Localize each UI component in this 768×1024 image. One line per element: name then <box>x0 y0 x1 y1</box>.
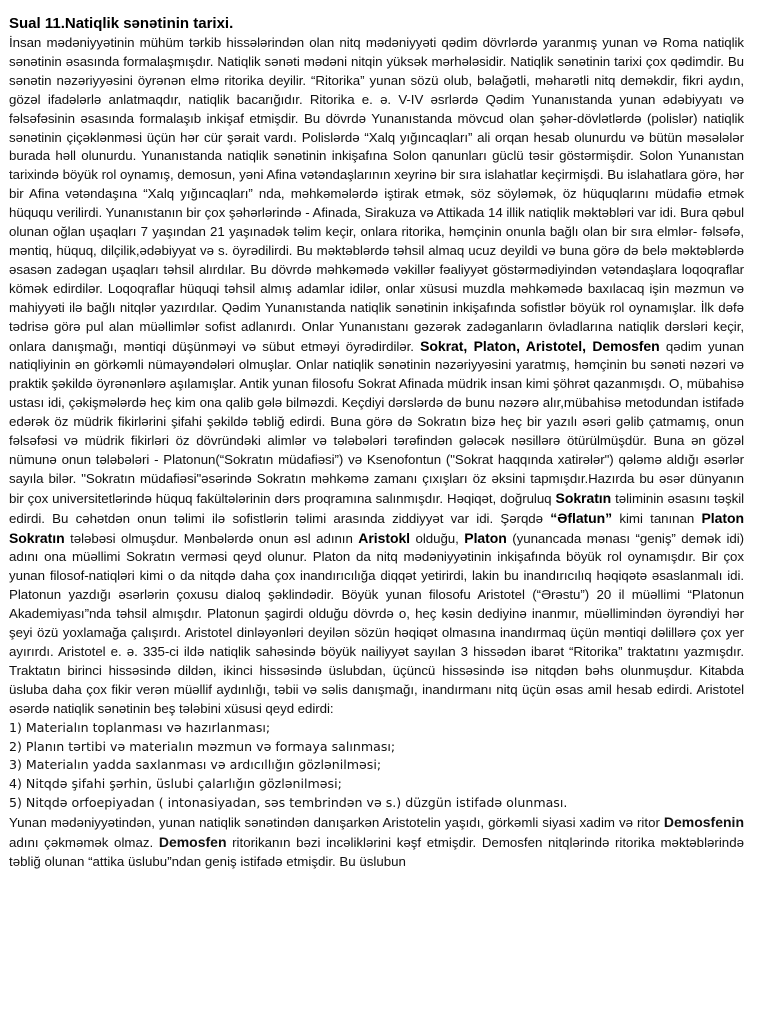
main-paragraph <box>9 34 744 719</box>
text-run: olduğu, <box>410 530 465 546</box>
list-item: 1) Materialın toplanması və hazırlanması; <box>9 719 271 735</box>
text-run: təliminin əsasını təşkil edirdi. Bu cəhətdən onun təlimi ilə sofistlərin təlimi arasında ziddiyyət var idi. Şərqdə <box>9 490 745 526</box>
text-run: qədim yunan natiqliyinin ən görkəmli nümayəndələri olmuşlar. Onlar natiqlik sənətinin nəzəriyyəsini yaratmış, həmçinin bu sənəti nəzəri və praktik şəkildə öyrənənlərə aşılamışlar. Antik yunan filosofu Sokrat Afinada müdrik insan kimi şöhrət qazanmışdı. O, mübahisə ustası idi, çəkişmələrdə heç kim ona qalib gələ bilməzdi. Keçdiyi dərslərdə də bunu nəzərə alır,mübahisə metodundan istifadə edərək öz müdrik fikirlərini şifahi şəkildə təbliğ edirdi. Buna görə də Sokratın bizə heç bir yazılı əsəri gəlib çatmamış, onun fəlsəfəsi və müdrik fikirləri öz dövründəki alimlər və tələbələri tərəfindən gələcək nəsillərə ötürülmüşdür. Buna ən gözəl nümunə onun tələbələri - Platonun(“Sokratın müdafiəsi”) və Ksenofontun ("Sokrat haqqında xatirələr") qələmə aldığı əsərlər sayıla bilər. "Sokratın müdafiəsi"əsərində Sokratın məhkəmə zamanı çıxışları öz əksini tapmışdır.Hazırda bu əsər dünyanın bir çox universitetlərində hüquq fakültələrinin dərs proqramına salınmışdır. Həqiqət, doğruluq <box>9 338 745 506</box>
bold-name-eflatun: “Əflatun” <box>550 509 613 526</box>
list-item: 3) Materialın yadda saxlanması və ardıcıllığın gözlənilməsi; <box>9 757 382 773</box>
text-run: ritorikanın bəzi incəliklərini kəşf etmişdir. Demosfen nitqlərində ritorika məktəblərində təbliğ olunan “attika üslubu”ndan geniş istifadə etmişdir. Bu üslubun <box>9 835 744 869</box>
text-run: kimi tanınan <box>612 510 702 526</box>
bold-name-platon-sokrat: Platon Sokratın <box>9 509 744 546</box>
text-run: tələbəsi olmuşdur. Mənbələrdə onun əsl adının <box>64 530 359 546</box>
text-run: adını çəkməmək olmaz. <box>9 835 159 851</box>
bold-name-platon: Platon <box>464 529 507 546</box>
requirements-list <box>9 719 744 814</box>
text-run: (yunancada mənası “geniş” demək idi) adını ona müəllimi Sokratın verməsi qeyd olunur. Platon da nitq mədəniyyətinin inkişafında böyük rol oynamışdır. Bir çox yunan filosof-natiqləri kimi o da nitqdə daha çox inandırıcılığa diqqət yetirirdi, lakin bu inandırıcılıq həqiqətə əsaslanmalı idi. Platonun yazdığı əsərlərin çoxusu dialoq şəklindədir. Böyük yunan filosofu Aristotel (“Ərəstu”) 20 il müəllimi “Platonun Akademiyası”nda təhsil almışdır. Platonun şagirdi olduğu dövrdə o, heç kəsin dediyinə inanmır, müəllimindən öyrəndiyi hər şeyi özü yoxlamağa çalışırdı. Aristotel dinləyənləri deyilən sözün həqiqət olmasına inandırmaq üçün məntiqi dəlillərə çox yer ayırırdı. Aristotel e. ə. 335-ci ildə natiqlik sahəsində böyük nailiyyət sayılan 3 hissədən ibarət “Ritorika” traktatını yazmışdır. Traktatın birinci hissəsində dildən, ikinci hissəsində üslubdan, üçüncü hissəsində isə nitqdən bəhs olunmuşdur. Kitabda üsluba daha çox fikir verən müəllif aydınlığı, təbii və səlis danışmağı, inandırmanı nitq üçün əsas amil hesab edirdi. Aristotel əsərdə natiqlik sənətinin beş tələbini xüsusi qeyd edirdi: <box>9 530 744 716</box>
list-item: 5) Nitqdə orfoepiyadan ( intonasiyadan, səs tembrindən və s.) düzgün istifadə olunması. <box>9 795 568 811</box>
bold-name-aristokl: Aristokl <box>358 529 411 546</box>
text-run: İnsan mədəniyyətinin mühüm tərkib hissələrindən olan nitq mədəniyyəti qədim dövrlərdə yaranmış yunan və Roma natiqlik sənətinin əsasında formalaşmışdır. Natiqlik sənəti mədəni nitqin yüksək mərhələsidir. Natiqlik sənətinin tarixi çox qədimdir. Bu sənətin nəzəriyyəsini öyrənən elmə ritorika deyilir. “Ritorika” yunan sözü olub, bəlağətli, məharətli nitq deməkdir, fikri aydın, gözəl ifadələrlə anlatmaqdır, natiqlik bacarığıdır. Ritorika e. ə. V-IV əsrlərdə Qədim Yunanıstanda yunan ədəbiyyatı və fəlsəfəsinin əsasında formalaşıb inkişaf etmişdir. Bu dövrdə Yunanıstanda mövcud olan şəhər-dövlətlərdə (polislər) natiqlik sənətinin çiçəklənməsi üçün hər cür şərait vardı. Polislərdə “Xalq yığıncaqları” ali orqan hesab olunurdu və bütün məsələlər burada həll olunurdu. Yunanıstanda natiqlik sənətinin inkişafına Solon qanunları güclü təsir göstərmişdir. Solon Yunanıstan tarixində böyük rol oynamış, demosun, yəni Afina vətəndaşlarının xeyrinə bir sıra islahatlar keçirmişdi. Bu islahatlara görə, hər bir Afina vətəndaşına “Xalq yığıncaqları” nda, məhkəmələrdə iştirak etmək, söz söyləmək, öz hüquqlarını müdafiə etmək hüququ verilirdi. Yunanıstanın bir çox şəhərlərində - Afinada, Sirakuza və Attikada 14 illik natiqlik məktəbləri var idi. Bura qəbul olunan oğlan uşaqları 7 yaşından 21 yaşınadək təlim keçir, onlara ritorika, həmçinin onunla bağlı olan bir sıra elmlər- fəlsəfə, məntiq, hüquq, dilçilik,ədəbiyyat və s. öyrədilirdi. Bu məktəblərdə təhsil almaq ucuz deyildi və buna görə də belə məktəblərdə əsasən zadəgan uşaqları təhsil alırdılar. Bu dövrdə məhkəmədə vəkillər fəaliyyət göstərmədiyindən vətəndaşlara loqoqraflar kömək edirdilər. Loqoqraflar hüquqi təhsil almış adamlar idilər, onlar xüsusi muzdla məhkəmədə baxılacaq işin məzmun və mahiyyəti ilə bağlı nitqlər yazırdılar. Qədim Yunanıstanda natiqlik sənətinin inkişafında sofistlər böyük rol oynamışlar. İlk dəfə tədrisə görə pul alan müəllimlər sofist adlanırdı. Onlar Yunanıstanı gəzərək zadəganların övladlarına natiqlik dərsləri keçir, onlara danışmağı, məntiqi düşünməyi və sübut etməyi öyrədirdilər. <box>9 35 744 354</box>
bold-name-demosfenin: Demosfenin <box>663 814 744 831</box>
text-run: Yunan mədəniyyətindən, yunan natiqlik sənətindən danışarkən Aristotelin yaşıdı, görkəmli siyasi xadim və ritor <box>9 815 664 831</box>
list-item: 4) Nitqdə şifahi şərhin, üslubi çalarlığın gözlənilməsi; <box>9 776 342 792</box>
document-title: Sual 11.Natiqlik sənətinin tarixi. <box>9 15 234 32</box>
tail-paragraph <box>9 813 744 872</box>
bold-names: Sokrat, Platon, Aristotel, Demosfen <box>420 337 660 354</box>
list-item: 2) Planın tərtibi və materialın məzmun və formaya salınması; <box>9 738 396 754</box>
bold-name-demosfen: Demosfen <box>158 834 227 851</box>
bold-name-sokrat: Sokratın <box>555 489 612 506</box>
